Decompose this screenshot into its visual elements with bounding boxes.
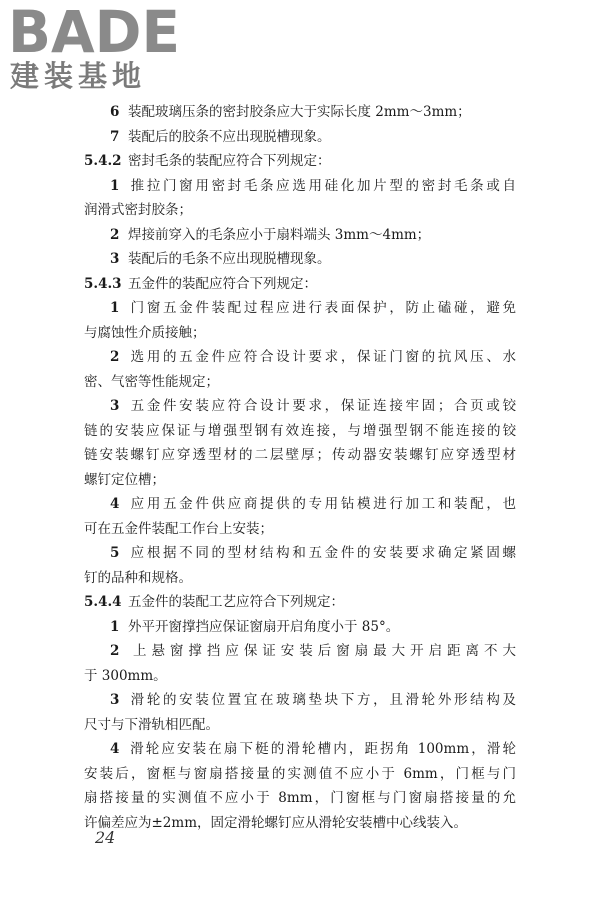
- text-line: [84, 468, 516, 493]
- line-text: 于 300mm。: [84, 667, 167, 684]
- section-number: 5.4.4: [84, 594, 122, 610]
- line-text: 可在五金件装配工作台上安装；: [84, 520, 273, 537]
- item-number: 3: [110, 692, 120, 708]
- line-text: 安装后，窗框与窗扇搭接量的实测值不应小于 6mm，门框与门: [84, 765, 516, 782]
- section-number: 5.4.3: [84, 275, 122, 292]
- bade-logo: [6, 2, 186, 97]
- item-number: 1: [110, 177, 120, 194]
- text-line: [84, 688, 516, 713]
- line-text: 扇搭接量的实测值不应小于 8mm，门窗框与门窗扇搭接量的允: [84, 790, 516, 806]
- line-text: 滑轮的安装位置宜在玻璃垫块下方，且滑轮外形结构及: [128, 692, 516, 708]
- item-number: 6: [110, 104, 120, 120]
- text-line: [84, 125, 516, 150]
- text-line: [84, 492, 516, 517]
- line-text: 密封毛条的装配应符合下列规定：: [128, 153, 331, 169]
- bade-logo-mark: [6, 2, 186, 60]
- line-text: 链安装螺钉应穿透型材的二层壁厚；传动器安装螺钉应穿透型材: [84, 447, 516, 463]
- line-text: 推拉门窗用密封毛条应选用硅化加片型的密封毛条或自: [128, 177, 516, 194]
- item-number: 5: [110, 545, 120, 561]
- line-text: 选用的五金件应符合设计要求，保证门窗的抗风压、水: [128, 349, 516, 365]
- text-line: [84, 223, 516, 248]
- line-text: 装配后的毛条不应出现脱槽现象。: [128, 251, 331, 267]
- line-text: 上悬窗撑挡应保证安装后窗扇最大开启距离不大: [128, 643, 516, 659]
- section-line: [84, 590, 516, 615]
- line-text: 应根据不同的型材结构和五金件的安装要求确定紧固螺: [128, 545, 516, 561]
- line-text: 密、气密等性能规定；: [84, 373, 219, 390]
- text-line: [84, 517, 516, 542]
- line-text: 五金件的装配工艺应符合下列规定：: [128, 594, 344, 610]
- item-number: 4: [110, 741, 120, 757]
- line-text: 润滑式密封胶条；: [84, 202, 192, 218]
- line-text: 装配玻璃压条的密封胶条应大于实际长度 2mm～3mm；: [128, 104, 471, 120]
- line-text: 外平开窗撑挡应保证窗扇开启角度小于 85°。: [128, 618, 400, 635]
- text-line: [84, 100, 516, 125]
- text-line: [84, 615, 516, 640]
- line-text: 装配后的胶条不应出现脱槽现象。: [128, 128, 331, 145]
- text-line: [84, 345, 516, 370]
- item-number: 3: [110, 251, 120, 267]
- line-text: 与腐蚀性介质接触；: [84, 324, 206, 341]
- item-number: 7: [110, 128, 120, 145]
- line-text: 许偏差应为±2mm，固定滑轮螺钉应从滑轮安装槽中心线装入。: [84, 814, 468, 831]
- logo-subtitle: 建装基地: [10, 59, 147, 93]
- item-number: 2: [110, 349, 120, 365]
- line-text: 五金件的装配应符合下列规定：: [128, 275, 317, 292]
- item-number: 4: [110, 496, 120, 512]
- text-line: [84, 198, 516, 223]
- text-line: [84, 394, 516, 419]
- page-number: 24: [95, 828, 116, 847]
- line-text: 链的安装应保证与增强型钢有效连接，与增强型钢不能连接的铰: [84, 422, 516, 439]
- text-line: [84, 541, 516, 566]
- item-number: 2: [110, 226, 120, 243]
- text-line: [84, 419, 516, 444]
- text-line: [84, 639, 516, 664]
- text-line: [84, 296, 516, 321]
- text-line: [84, 713, 516, 738]
- line-text: 门窗五金件装配过程应进行表面保护，防止磕碰，避免: [128, 300, 516, 316]
- item-number: 1: [110, 618, 120, 635]
- text-line: [84, 811, 516, 836]
- text-line: [84, 737, 516, 762]
- text-line: [84, 370, 516, 395]
- section-number: 5.4.2: [84, 153, 122, 169]
- line-text: 滑轮应安装在扇下梃的滑轮槽内，距拐角 100mm，滑轮: [128, 741, 516, 757]
- item-number: 1: [110, 300, 120, 316]
- logo-brand: BADE: [8, 2, 180, 60]
- item-number: 2: [110, 643, 120, 659]
- text-line: [84, 664, 516, 689]
- section-line: [84, 272, 516, 297]
- line-text: 焊接前穿入的毛条应小于扇料端头 3mm～4mm；: [128, 226, 431, 243]
- line-text: 螺钉定位槽；: [84, 471, 165, 488]
- section-line: [84, 149, 516, 174]
- item-number: 3: [110, 398, 120, 414]
- text-line: [84, 566, 516, 591]
- line-text: 五金件安装应符合设计要求，保证连接牢固；合页或铰: [128, 398, 516, 414]
- text-line: [84, 174, 516, 199]
- text-line: [84, 443, 516, 468]
- text-line: [84, 762, 516, 787]
- text-line: [84, 321, 516, 346]
- line-text: 尺寸与下滑轨相匹配。: [84, 716, 219, 733]
- document-body: [84, 100, 516, 835]
- line-text: 应用五金件供应商提供的专用钻模进行加工和装配，也: [128, 496, 516, 512]
- line-text: 钉的品种和规格。: [84, 569, 192, 586]
- text-line: [84, 786, 516, 811]
- text-line: [84, 247, 516, 272]
